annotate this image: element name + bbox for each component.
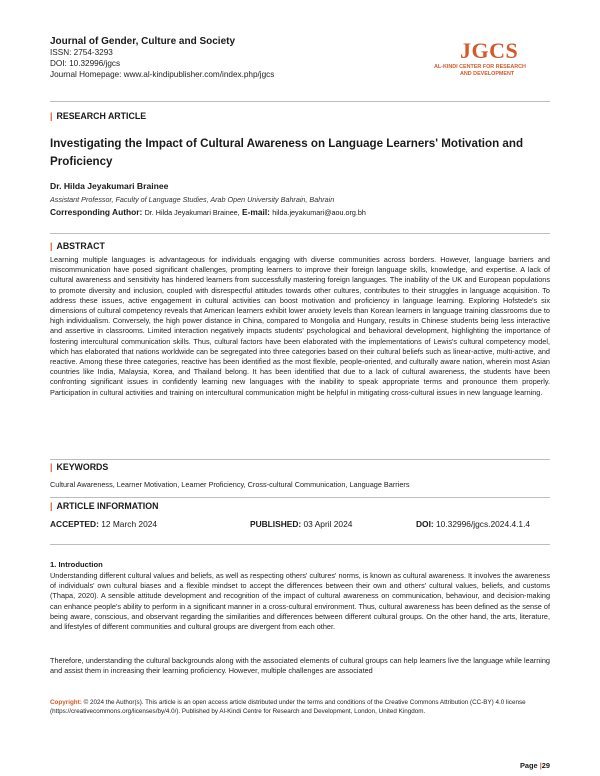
article-info-heading bbox=[50, 501, 550, 511]
published-date bbox=[250, 519, 352, 529]
abstract-heading bbox=[50, 241, 550, 251]
logo-sub-line1: AL-KINDI CENTER FOR RESEARCH bbox=[434, 64, 526, 70]
corresponding-author bbox=[50, 207, 366, 217]
introduction-paragraph-1: Understanding different cultural values and beliefs, as well as respecting others' cultures' norms, is known as cultural awareness. It involves the awareness of individuals' own cultural biases and a flexible mindset to accept the differences between their own and others' cultural values, beliefs, and customs (Thapa, 2020). A sensible attitude development and recognition of the impact of cultural awareness on communication, behaviour, and decision-making can enhance people's ability to perform in a significant manner in a cross-cultural environment. Thus, cultural awareness has been defined as the sense of being aware, conscious, and observant regarding the similarities and differences between different cultural groups. On the other hand, the arts, literature, and lifestyles of different communities and cultural groups are divergent from each other. bbox=[50, 571, 550, 632]
logo-sub-line2: AND DEVELOPMENT bbox=[460, 71, 515, 77]
abstract-heading-label: ABSTRACT bbox=[56, 241, 105, 251]
introduction-heading: 1. Introduction bbox=[50, 560, 103, 569]
author-name: Dr. Hilda Jeyakumari Brainee bbox=[50, 181, 169, 191]
abstract-text: Learning multiple languages is advantageous for individuals engaging with diverse communities across borders. However, language barriers and miscommunication have posed significant challenges, prompting learners to improve their foreign language skills, knowledge, and expertise. A lack of cultural awareness and sensitivity has hindered learners from successfully mastering foreign languages. The inability of the UK and European populations to promote diversity and inclusion, coupled with disrespectful attitudes towards other cultures, contributes to their struggles in language acquisition. To address these issues, active engagement in cultural activities can boost motivation and proficiency in language learning. Exploring Hofstede's six dimensions of cultural competency reveals that American learners exhibit lower anxiety levels than Korean learners in language training classrooms due to high individualism. Conversely, the high power distance in China, compared to Mongolia and Hungary, results in Chinese students being less interactive and assertive in classrooms. Limited interaction negatively impacts students' psychological and behavioral development, highlighting the importance of fostering intercultural communication skills. Thus, cultural factors have been elaborated with the implementations of Lewis's cultural competency model, which has elaborated that nations worldwide can be segregated into three categories based on their cultural beliefs such as linear-active, multi-active, and reactive. Among these three categories, reactive has been identified as the most flexible, people-oriented, and culturally aware nation, wherein most Asian countries like India, Malaysia, Korea, and Thailand belong. It has been identified that due to a lack of cultural awareness, the students have been confronting significant issues in confidently learning new languages with the inability to speak appropriate terms and pronounce them properly. Participation in cultural activities and training on intercultural communication might be helpful in mitigating cross-cultural issues in new language learning. bbox=[50, 255, 550, 397]
divider bbox=[50, 497, 550, 498]
keywords-heading bbox=[50, 462, 550, 472]
introduction-paragraph-2: Therefore, understanding the cultural backgrounds along with the associated elements of cultural groups can help learners live the language while learning and assist them in increasing their learning proficiency. However, multiple challenges are associated bbox=[50, 656, 550, 676]
article-doi bbox=[416, 519, 530, 529]
accepted-date bbox=[50, 519, 157, 529]
corresponding-email[interactable]: hilda.jeyakumari@aou.org.bh bbox=[272, 208, 366, 217]
copyright-notice bbox=[50, 698, 530, 716]
journal-doi: DOI: 10.32996/jgcs bbox=[50, 59, 121, 68]
corresponding-label: Corresponding Author: bbox=[50, 207, 143, 217]
section-bar: | bbox=[50, 241, 53, 251]
corresponding-name: Dr. Hilda Jeyakumari Brainee, bbox=[144, 208, 240, 217]
divider bbox=[50, 544, 550, 545]
article-type-label: RESEARCH ARTICLE bbox=[56, 111, 147, 121]
page-number bbox=[520, 761, 550, 770]
author-affiliation: Assistant Professor, Faculty of Language Studies, Arab Open University Bahrain, Bahrain bbox=[50, 195, 335, 204]
article-type-heading bbox=[50, 111, 550, 121]
email-label: E-mail: bbox=[242, 207, 270, 217]
published-value: 03 April 2024 bbox=[303, 519, 353, 529]
doi-value[interactable]: 10.32996/jgcs.2024.4.1.4 bbox=[436, 519, 531, 529]
divider bbox=[50, 233, 550, 234]
doi-label: DOI: bbox=[416, 519, 434, 529]
publisher-logo bbox=[430, 38, 550, 78]
paper-title: Investigating the Impact of Cultural Awareness on Language Learners' Motivation and Proficiency bbox=[50, 137, 524, 168]
divider bbox=[50, 459, 550, 460]
section-bar: | bbox=[50, 111, 53, 121]
keywords-heading-label: KEYWORDS bbox=[56, 462, 109, 472]
journal-homepage: Journal Homepage: www.al-kindipublisher.com/index.php/jgcs bbox=[50, 70, 275, 79]
section-bar: | bbox=[50, 501, 53, 511]
journal-issn: ISSN: 2754-3293 bbox=[50, 48, 113, 57]
journal-title: Journal of Gender, Culture and Society bbox=[50, 36, 236, 47]
divider bbox=[50, 101, 550, 102]
page-label: Page bbox=[519, 761, 538, 770]
section-bar: | bbox=[50, 462, 53, 472]
page-value: 29 bbox=[541, 761, 550, 770]
page-pipe: | bbox=[539, 761, 542, 770]
copyright-text: © 2024 the Author(s). This article is an open access article distributed under the terms and conditions of the Creative Commons Attribution (CC-BY) 4.0 license (https://creativecommons.org/licenses/by/4.0/). Published by Al-Kindi Centre for Research and Development, London, United Kingdom. bbox=[50, 699, 526, 715]
logo-mark: JGCS bbox=[460, 38, 519, 63]
article-info-heading-label: ARTICLE INFORMATION bbox=[56, 501, 159, 511]
published-label: PUBLISHED: bbox=[250, 519, 302, 529]
accepted-value: 12 March 2024 bbox=[101, 519, 158, 529]
copyright-label: Copyright: bbox=[50, 699, 82, 706]
accepted-label: ACCEPTED: bbox=[50, 519, 99, 529]
keywords-text: Cultural Awareness, Learner Motivation, Learner Proficiency, Cross-cultural Communication, Language Barriers bbox=[50, 480, 410, 489]
